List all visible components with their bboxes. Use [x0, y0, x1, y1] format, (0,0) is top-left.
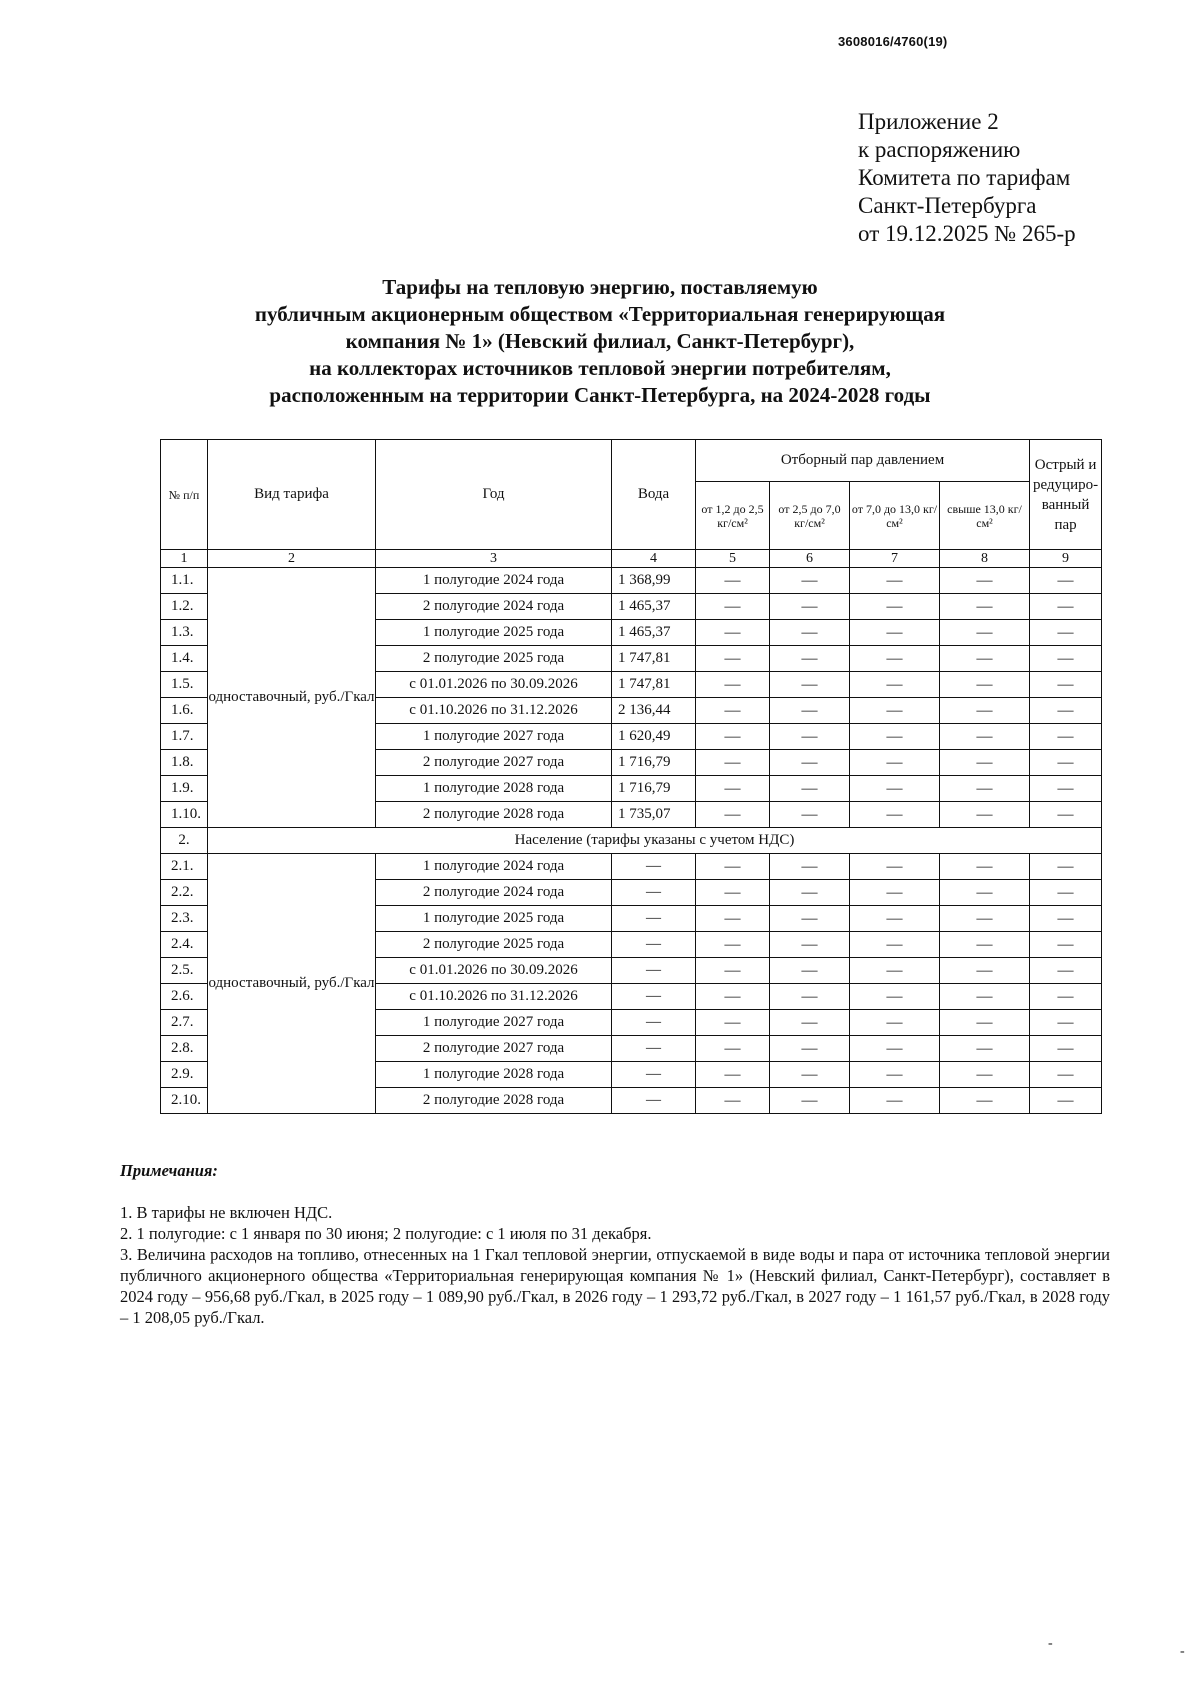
- empty-dash: —: [770, 880, 850, 906]
- row-period: с 01.10.2026 по 31.12.2026: [376, 984, 612, 1010]
- row-num: 2.1.: [161, 854, 208, 880]
- water-value: 1 747,81: [612, 646, 696, 672]
- row-num: 2.5.: [161, 958, 208, 984]
- water-value: —: [612, 932, 696, 958]
- empty-dash: —: [696, 958, 770, 984]
- row-num: 1.3.: [161, 620, 208, 646]
- empty-dash: —: [940, 724, 1030, 750]
- row-num: 1.9.: [161, 776, 208, 802]
- tariff-table: [160, 439, 1102, 1114]
- empty-dash: —: [770, 724, 850, 750]
- row-num: 2.4.: [161, 932, 208, 958]
- row-num: 2.10.: [161, 1088, 208, 1114]
- empty-dash: —: [770, 698, 850, 724]
- header-water: Вода: [612, 440, 696, 550]
- water-value: 1 716,79: [612, 750, 696, 776]
- empty-dash: —: [850, 698, 940, 724]
- empty-dash: —: [770, 854, 850, 880]
- header-steam-col: от 7,0 до 13,0 кг/см²: [850, 482, 940, 550]
- document-title: [160, 274, 1040, 409]
- empty-dash: —: [940, 854, 1030, 880]
- empty-dash: —: [1030, 854, 1102, 880]
- column-number: 9: [1030, 550, 1102, 568]
- column-number: 4: [612, 550, 696, 568]
- empty-dash: —: [850, 802, 940, 828]
- tariff-type-cell: одноставочный, руб./Гкал: [208, 568, 376, 828]
- empty-dash: —: [940, 776, 1030, 802]
- empty-dash: —: [940, 750, 1030, 776]
- header-sharp-steam: Острый и редуциро-ванный пар: [1030, 440, 1102, 550]
- column-numbers-row: [161, 550, 1102, 568]
- empty-dash: —: [770, 958, 850, 984]
- empty-dash: —: [770, 802, 850, 828]
- row-period: с 01.01.2026 по 30.09.2026: [376, 958, 612, 984]
- row-num: 1.4.: [161, 646, 208, 672]
- row-num: 2.2.: [161, 880, 208, 906]
- column-number: 5: [696, 550, 770, 568]
- empty-dash: —: [940, 568, 1030, 594]
- note-item: 1. В тарифы не включен НДС.: [120, 1203, 333, 1222]
- table-row: [161, 854, 1102, 880]
- appendix-line: Комитета по тарифам: [858, 165, 1071, 190]
- row-period: 2 полугодие 2028 года: [376, 1088, 612, 1114]
- appendix-line: к распоряжению: [858, 137, 1021, 162]
- row-num: 1.5.: [161, 672, 208, 698]
- empty-dash: —: [1030, 1010, 1102, 1036]
- water-value: 1 747,81: [612, 672, 696, 698]
- bottom-mark: -: [1180, 1644, 1185, 1659]
- water-value: 1 620,49: [612, 724, 696, 750]
- empty-dash: —: [770, 1088, 850, 1114]
- empty-dash: —: [1030, 594, 1102, 620]
- empty-dash: —: [1030, 984, 1102, 1010]
- empty-dash: —: [696, 1062, 770, 1088]
- section-row: [161, 828, 1102, 854]
- empty-dash: —: [940, 1062, 1030, 1088]
- empty-dash: —: [850, 620, 940, 646]
- empty-dash: —: [770, 984, 850, 1010]
- empty-dash: —: [850, 1036, 940, 1062]
- water-value: 1 735,07: [612, 802, 696, 828]
- table-row: [161, 568, 1102, 594]
- appendix-block: [858, 108, 1076, 248]
- empty-dash: —: [696, 932, 770, 958]
- empty-dash: —: [696, 750, 770, 776]
- note-item: 2. 1 полугодие: с 1 января по 30 июня; 2 полугодие: с 1 июля по 31 декабря.: [120, 1224, 652, 1243]
- row-period: 1 полугодие 2025 года: [376, 906, 612, 932]
- empty-dash: —: [696, 724, 770, 750]
- water-value: —: [612, 1036, 696, 1062]
- header-steam-group: Отборный пар давлением: [696, 440, 1030, 482]
- section-num: 2.: [161, 828, 208, 854]
- empty-dash: —: [850, 776, 940, 802]
- empty-dash: —: [770, 646, 850, 672]
- row-period: 2 полугодие 2024 года: [376, 594, 612, 620]
- title-line: Тарифы на тепловую энергию, поставляемую: [382, 275, 818, 299]
- empty-dash: —: [850, 958, 940, 984]
- row-period: 1 полугодие 2028 года: [376, 776, 612, 802]
- empty-dash: —: [696, 1088, 770, 1114]
- empty-dash: —: [696, 880, 770, 906]
- empty-dash: —: [696, 1036, 770, 1062]
- header-tariff-type: Вид тарифа: [208, 440, 376, 550]
- empty-dash: —: [1030, 802, 1102, 828]
- empty-dash: —: [1030, 672, 1102, 698]
- empty-dash: —: [850, 646, 940, 672]
- empty-dash: —: [770, 1010, 850, 1036]
- water-value: 1 716,79: [612, 776, 696, 802]
- header-num: № п/п: [161, 440, 208, 550]
- row-num: 1.6.: [161, 698, 208, 724]
- empty-dash: —: [850, 724, 940, 750]
- water-value: —: [612, 1010, 696, 1036]
- header-steam-col: от 2,5 до 7,0 кг/см²: [770, 482, 850, 550]
- empty-dash: —: [940, 620, 1030, 646]
- empty-dash: —: [1030, 958, 1102, 984]
- empty-dash: —: [940, 984, 1030, 1010]
- empty-dash: —: [1030, 750, 1102, 776]
- empty-dash: —: [1030, 1088, 1102, 1114]
- notes-title: Примечания:: [120, 1161, 218, 1180]
- empty-dash: —: [696, 984, 770, 1010]
- row-period: с 01.10.2026 по 31.12.2026: [376, 698, 612, 724]
- column-number: 8: [940, 550, 1030, 568]
- empty-dash: —: [1030, 932, 1102, 958]
- empty-dash: —: [940, 906, 1030, 932]
- row-period: 2 полугодие 2024 года: [376, 880, 612, 906]
- column-number: 1: [161, 550, 208, 568]
- appendix-line: Санкт-Петербурга: [858, 193, 1037, 218]
- water-value: —: [612, 958, 696, 984]
- empty-dash: —: [940, 1036, 1030, 1062]
- empty-dash: —: [770, 594, 850, 620]
- empty-dash: —: [940, 880, 1030, 906]
- empty-dash: —: [940, 802, 1030, 828]
- empty-dash: —: [696, 568, 770, 594]
- empty-dash: —: [850, 750, 940, 776]
- empty-dash: —: [696, 1010, 770, 1036]
- bottom-mark: -: [1048, 1636, 1053, 1651]
- empty-dash: —: [850, 568, 940, 594]
- title-line: компания № 1» (Невский филиал, Санкт-Петербург),: [345, 329, 855, 353]
- empty-dash: —: [770, 672, 850, 698]
- empty-dash: —: [696, 672, 770, 698]
- empty-dash: —: [940, 672, 1030, 698]
- empty-dash: —: [940, 1010, 1030, 1036]
- column-number: 7: [850, 550, 940, 568]
- empty-dash: —: [850, 672, 940, 698]
- water-value: —: [612, 880, 696, 906]
- row-num: 1.10.: [161, 802, 208, 828]
- column-number: 2: [208, 550, 376, 568]
- empty-dash: —: [696, 802, 770, 828]
- empty-dash: —: [696, 594, 770, 620]
- empty-dash: —: [850, 932, 940, 958]
- water-value: —: [612, 984, 696, 1010]
- row-period: 1 полугодие 2025 года: [376, 620, 612, 646]
- section-label: Население (тарифы указаны с учетом НДС): [208, 828, 1102, 854]
- row-num: 2.6.: [161, 984, 208, 1010]
- row-num: 2.7.: [161, 1010, 208, 1036]
- empty-dash: —: [696, 854, 770, 880]
- water-value: 1 465,37: [612, 620, 696, 646]
- empty-dash: —: [770, 750, 850, 776]
- empty-dash: —: [850, 984, 940, 1010]
- row-period: 1 полугодие 2027 года: [376, 1010, 612, 1036]
- empty-dash: —: [696, 620, 770, 646]
- row-num: 1.8.: [161, 750, 208, 776]
- row-period: 2 полугодие 2027 года: [376, 1036, 612, 1062]
- title-line: на коллекторах источников тепловой энергии потребителям,: [309, 356, 891, 380]
- row-period: 1 полугодие 2028 года: [376, 1062, 612, 1088]
- tariff-type-cell: одноставочный, руб./Гкал: [208, 854, 376, 1114]
- group1-body: [161, 568, 1102, 828]
- row-period: 1 полугодие 2024 года: [376, 568, 612, 594]
- row-num: 2.3.: [161, 906, 208, 932]
- water-value: —: [612, 854, 696, 880]
- empty-dash: —: [940, 646, 1030, 672]
- empty-dash: —: [1030, 1062, 1102, 1088]
- empty-dash: —: [940, 958, 1030, 984]
- water-value: —: [612, 906, 696, 932]
- empty-dash: —: [850, 1010, 940, 1036]
- water-value: 2 136,44: [612, 698, 696, 724]
- empty-dash: —: [696, 776, 770, 802]
- column-number: 3: [376, 550, 612, 568]
- row-period: 2 полугодие 2028 года: [376, 802, 612, 828]
- header-steam-col: от 1,2 до 2,5 кг/см²: [696, 482, 770, 550]
- row-period: 1 полугодие 2024 года: [376, 854, 612, 880]
- empty-dash: —: [850, 1062, 940, 1088]
- row-period: 2 полугодие 2025 года: [376, 932, 612, 958]
- notes-block: [120, 1160, 1110, 1328]
- empty-dash: —: [1030, 880, 1102, 906]
- empty-dash: —: [770, 776, 850, 802]
- empty-dash: —: [770, 1062, 850, 1088]
- row-period: 2 полугодие 2025 года: [376, 646, 612, 672]
- empty-dash: —: [1030, 568, 1102, 594]
- water-value: 1 465,37: [612, 594, 696, 620]
- empty-dash: —: [940, 932, 1030, 958]
- empty-dash: —: [1030, 724, 1102, 750]
- empty-dash: —: [1030, 776, 1102, 802]
- empty-dash: —: [696, 906, 770, 932]
- document-number: 3608016/4760(19): [838, 34, 948, 49]
- title-line: расположенным на территории Санкт-Петербурга, на 2024-2028 годы: [269, 383, 931, 407]
- appendix-line: Приложение 2: [858, 109, 999, 134]
- empty-dash: —: [940, 1088, 1030, 1114]
- empty-dash: —: [770, 620, 850, 646]
- row-period: с 01.01.2026 по 30.09.2026: [376, 672, 612, 698]
- column-number: 6: [770, 550, 850, 568]
- water-value: 1 368,99: [612, 568, 696, 594]
- water-value: —: [612, 1062, 696, 1088]
- empty-dash: —: [1030, 1036, 1102, 1062]
- empty-dash: —: [940, 698, 1030, 724]
- group2-body: [161, 854, 1102, 1114]
- empty-dash: —: [1030, 646, 1102, 672]
- row-num: 2.8.: [161, 1036, 208, 1062]
- empty-dash: —: [940, 594, 1030, 620]
- empty-dash: —: [696, 698, 770, 724]
- empty-dash: —: [850, 1088, 940, 1114]
- row-num: 1.7.: [161, 724, 208, 750]
- appendix-line: от 19.12.2025 № 265-р: [858, 221, 1076, 246]
- title-line: публичным акционерным обществом «Территориальная генерирующая: [254, 302, 946, 326]
- empty-dash: —: [850, 880, 940, 906]
- note-item: 3. Величина расходов на топливо, отнесенных на 1 Гкал тепловой энергии, отпускаемой в виде воды и пара от источника тепловой энергии публичного акционерного общества «Территориальная генерирующая компания № 1» (Невский филиал, Санкт-Петербург), составляет в 2024 году – 956,68 руб./Гкал, в 2025 году – 1 089,90 руб./Гкал, в 2026 году – 1 293,72 руб./Гкал, в 2027 году – 1 161,57 руб./Гкал, в 2028 году – 1 208,05 руб./Гкал.: [120, 1245, 1110, 1327]
- empty-dash: —: [696, 646, 770, 672]
- empty-dash: —: [850, 854, 940, 880]
- row-num: 1.1.: [161, 568, 208, 594]
- row-period: 1 полугодие 2027 года: [376, 724, 612, 750]
- row-period: 2 полугодие 2027 года: [376, 750, 612, 776]
- water-value: —: [612, 1088, 696, 1114]
- empty-dash: —: [1030, 698, 1102, 724]
- empty-dash: —: [850, 906, 940, 932]
- empty-dash: —: [770, 906, 850, 932]
- header-year: Год: [376, 440, 612, 550]
- empty-dash: —: [1030, 620, 1102, 646]
- empty-dash: —: [850, 594, 940, 620]
- empty-dash: —: [770, 932, 850, 958]
- empty-dash: —: [1030, 906, 1102, 932]
- row-num: 1.2.: [161, 594, 208, 620]
- empty-dash: —: [770, 1036, 850, 1062]
- header-steam-col: свыше 13,0 кг/см²: [940, 482, 1030, 550]
- empty-dash: —: [770, 568, 850, 594]
- row-num: 2.9.: [161, 1062, 208, 1088]
